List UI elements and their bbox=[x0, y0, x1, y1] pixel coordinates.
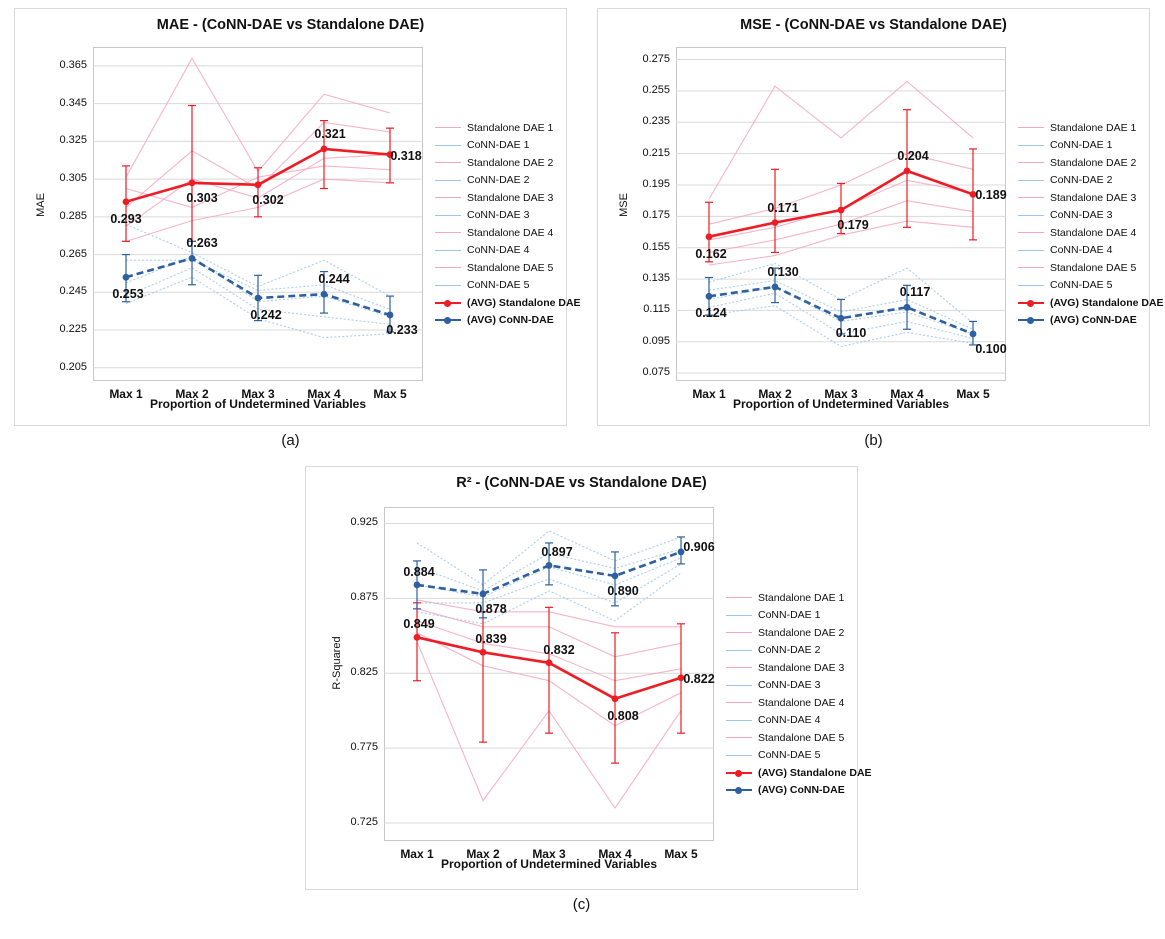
legend-swatch bbox=[435, 232, 461, 233]
y-tick-label: 0.095 bbox=[642, 334, 670, 347]
data-point-label: 0.884 bbox=[403, 564, 435, 579]
legend-swatch bbox=[435, 319, 461, 321]
legend-label: Standalone DAE 3 bbox=[467, 191, 554, 204]
legend-swatch bbox=[435, 162, 461, 163]
data-point-label: 0.906 bbox=[683, 539, 715, 554]
legend-item[interactable] bbox=[435, 242, 581, 260]
legend-item[interactable] bbox=[726, 589, 872, 607]
legend-label: (AVG) CoNN-DAE bbox=[467, 314, 554, 327]
data-point-label: 0.233 bbox=[386, 322, 418, 337]
data-point-label: 0.822 bbox=[683, 671, 715, 686]
legend-swatch bbox=[435, 285, 461, 286]
y-tick-label: 0.305 bbox=[59, 172, 87, 185]
panel-mse-title: MSE - (CoNN-DAE vs Standalone DAE) bbox=[740, 17, 1007, 33]
legend-swatch bbox=[435, 180, 461, 181]
y-tick-label: 0.245 bbox=[59, 285, 87, 298]
panel-r2-title: R² - (CoNN-DAE vs Standalone DAE) bbox=[456, 475, 707, 491]
data-point-label: 0.839 bbox=[475, 632, 507, 647]
x-tick-label: Max 2 bbox=[758, 387, 792, 401]
legend-label: Standalone DAE 5 bbox=[467, 261, 554, 274]
x-tick-label: Max 3 bbox=[824, 387, 858, 401]
legend-item[interactable] bbox=[435, 119, 581, 137]
legend-swatch bbox=[1018, 215, 1044, 216]
legend-item[interactable] bbox=[435, 277, 581, 295]
data-point-label: 0.171 bbox=[767, 200, 799, 215]
legend-swatch bbox=[1018, 197, 1044, 198]
data-point-label: 0.179 bbox=[837, 218, 869, 233]
legend-swatch bbox=[1018, 127, 1044, 128]
legend-swatch bbox=[1018, 162, 1044, 163]
data-point-label: 0.849 bbox=[403, 617, 435, 632]
data-point-label: 0.263 bbox=[186, 236, 218, 251]
legend-item[interactable] bbox=[726, 782, 872, 800]
legend-label: Standalone DAE 4 bbox=[1050, 226, 1137, 239]
y-tick-label: 0.345 bbox=[59, 96, 87, 109]
legend-swatch bbox=[726, 615, 752, 616]
caption-b: (b) bbox=[864, 432, 883, 449]
legend-swatch bbox=[435, 197, 461, 198]
data-point-label: 0.253 bbox=[112, 287, 144, 302]
legend-label: CoNN-DAE 1 bbox=[1050, 139, 1113, 152]
legend-swatch bbox=[726, 789, 752, 791]
legend-item[interactable] bbox=[1018, 154, 1164, 172]
legend-swatch bbox=[726, 667, 752, 668]
legend-item[interactable] bbox=[1018, 242, 1164, 260]
x-tick-label: Max 4 bbox=[307, 387, 341, 401]
legend-swatch bbox=[435, 215, 461, 216]
y-tick-label: 0.725 bbox=[350, 816, 378, 829]
panel-r2-legend bbox=[726, 589, 872, 799]
panel-mse-xlabel: Proportion of Undetermined Variables bbox=[732, 397, 950, 411]
legend-label: CoNN-DAE 2 bbox=[1050, 174, 1113, 187]
data-point-label: 0.832 bbox=[543, 642, 575, 657]
legend-label: (AVG) Standalone DAE bbox=[467, 296, 581, 309]
legend-label: CoNN-DAE 5 bbox=[467, 279, 530, 292]
legend-label: Standalone DAE 1 bbox=[467, 121, 554, 134]
legend-swatch bbox=[1018, 180, 1044, 181]
x-tick-label: Max 3 bbox=[241, 387, 275, 401]
legend-item[interactable] bbox=[435, 312, 581, 330]
data-point-label: 0.890 bbox=[607, 583, 639, 598]
legend-label: CoNN-DAE 2 bbox=[758, 644, 821, 657]
data-point-label: 0.878 bbox=[475, 601, 507, 616]
data-point-label: 0.124 bbox=[695, 306, 727, 321]
legend-swatch bbox=[726, 720, 752, 721]
y-tick-label: 0.265 bbox=[59, 247, 87, 260]
y-tick-label: 0.775 bbox=[350, 741, 378, 754]
legend-label: CoNN-DAE 3 bbox=[1050, 209, 1113, 222]
legend-item[interactable] bbox=[1018, 294, 1164, 312]
x-tick-label: Max 1 bbox=[109, 387, 143, 401]
y-tick-label: 0.115 bbox=[643, 303, 670, 316]
legend-item[interactable] bbox=[435, 172, 581, 190]
y-tick-label: 0.285 bbox=[59, 209, 87, 222]
legend-item[interactable] bbox=[726, 747, 872, 765]
data-point-label: 0.318 bbox=[390, 148, 422, 163]
legend-swatch bbox=[1018, 267, 1044, 268]
panel-mae bbox=[14, 8, 581, 426]
data-point-label: 0.110 bbox=[835, 326, 867, 341]
y-tick-label: 0.175 bbox=[642, 209, 670, 222]
legend-label: CoNN-DAE 5 bbox=[1050, 279, 1113, 292]
y-tick-label: 0.365 bbox=[59, 58, 87, 71]
legend-item[interactable] bbox=[726, 764, 872, 782]
legend-label: Standalone DAE 5 bbox=[1050, 261, 1137, 274]
x-tick-label: Max 4 bbox=[890, 387, 924, 401]
x-tick-label: Max 1 bbox=[692, 387, 726, 401]
legend-item[interactable] bbox=[435, 224, 581, 242]
legend-label: (AVG) CoNN-DAE bbox=[758, 784, 845, 797]
y-tick-label: 0.825 bbox=[350, 666, 378, 679]
legend-swatch bbox=[1018, 302, 1044, 304]
legend-item[interactable] bbox=[1018, 137, 1164, 155]
legend-item[interactable] bbox=[1018, 207, 1164, 225]
y-tick-label: 0.235 bbox=[642, 115, 670, 128]
data-point-label: 0.242 bbox=[250, 307, 282, 322]
legend-swatch bbox=[726, 650, 752, 651]
legend-item[interactable] bbox=[1018, 172, 1164, 190]
legend-label: CoNN-DAE 4 bbox=[1050, 244, 1113, 257]
legend-item[interactable] bbox=[726, 642, 872, 660]
data-point-label: 0.100 bbox=[975, 341, 1007, 356]
x-tick-label: Max 1 bbox=[400, 847, 434, 861]
legend-item[interactable] bbox=[435, 294, 581, 312]
panel-mse-ylabel: MSE bbox=[618, 193, 630, 217]
y-tick-label: 0.255 bbox=[642, 83, 670, 96]
panel-r2-ylabel: R-Squared bbox=[331, 636, 343, 690]
data-point-label: 0.302 bbox=[252, 192, 284, 207]
legend-swatch bbox=[435, 302, 461, 304]
x-tick-label: Max 4 bbox=[598, 847, 632, 861]
data-point-label: 0.808 bbox=[607, 708, 639, 723]
caption-c: (c) bbox=[572, 896, 591, 913]
legend-item[interactable] bbox=[726, 607, 872, 625]
legend-label: CoNN-DAE 3 bbox=[467, 209, 530, 222]
data-point-label: 0.244 bbox=[318, 272, 350, 287]
legend-swatch bbox=[726, 772, 752, 774]
legend-label: Standalone DAE 5 bbox=[758, 731, 845, 744]
legend-label: Standalone DAE 3 bbox=[758, 661, 845, 674]
data-point-label: 0.303 bbox=[186, 190, 218, 205]
x-tick-label: Max 3 bbox=[532, 847, 566, 861]
legend-item[interactable] bbox=[726, 712, 872, 730]
legend-item[interactable] bbox=[1018, 277, 1164, 295]
legend-label: Standalone DAE 2 bbox=[758, 626, 845, 639]
legend-label: CoNN-DAE 4 bbox=[758, 714, 821, 727]
legend-item[interactable] bbox=[726, 729, 872, 747]
legend-swatch bbox=[726, 597, 752, 598]
y-tick-label: 0.925 bbox=[350, 516, 378, 529]
legend-label: CoNN-DAE 5 bbox=[758, 749, 821, 762]
legend-swatch bbox=[726, 755, 752, 756]
data-point-label: 0.162 bbox=[695, 246, 727, 261]
legend-item[interactable] bbox=[1018, 119, 1164, 137]
legend-swatch bbox=[1018, 250, 1044, 251]
legend-item[interactable] bbox=[435, 207, 581, 225]
panel-mae-ylabel: MAE bbox=[35, 193, 47, 217]
legend-item[interactable] bbox=[726, 659, 872, 677]
legend-swatch bbox=[726, 685, 752, 686]
legend-item[interactable] bbox=[435, 189, 581, 207]
legend-swatch bbox=[1018, 145, 1044, 146]
y-tick-label: 0.325 bbox=[59, 134, 87, 147]
data-point-label: 0.204 bbox=[897, 148, 929, 163]
panel-mse bbox=[597, 8, 1164, 426]
legend-item[interactable] bbox=[726, 694, 872, 712]
legend-label: CoNN-DAE 2 bbox=[467, 174, 530, 187]
y-tick-label: 0.275 bbox=[642, 52, 670, 65]
panel-mae-title: MAE - (CoNN-DAE vs Standalone DAE) bbox=[156, 17, 425, 33]
panel-mae-legend bbox=[435, 119, 581, 329]
data-point-label: 0.130 bbox=[767, 264, 799, 279]
legend-swatch bbox=[1018, 319, 1044, 321]
y-tick-label: 0.225 bbox=[59, 323, 87, 336]
legend-swatch bbox=[726, 737, 752, 738]
panel-r2-xlabel: Proportion of Undetermined Variables bbox=[440, 857, 658, 871]
legend-item[interactable] bbox=[435, 154, 581, 172]
legend-label: Standalone DAE 2 bbox=[1050, 156, 1137, 169]
legend-label: Standalone DAE 1 bbox=[1050, 121, 1137, 134]
legend-label: (AVG) Standalone DAE bbox=[758, 766, 872, 779]
legend-item[interactable] bbox=[1018, 312, 1164, 330]
legend-label: Standalone DAE 4 bbox=[467, 226, 554, 239]
x-tick-label: Max 5 bbox=[956, 387, 990, 401]
x-tick-label: Max 2 bbox=[175, 387, 209, 401]
legend-swatch bbox=[1018, 285, 1044, 286]
y-tick-label: 0.205 bbox=[59, 360, 87, 373]
legend-item[interactable] bbox=[1018, 189, 1164, 207]
legend-item[interactable] bbox=[435, 259, 581, 277]
x-tick-label: Max 2 bbox=[466, 847, 500, 861]
x-tick-label: Max 5 bbox=[373, 387, 407, 401]
y-tick-label: 0.135 bbox=[642, 272, 670, 285]
legend-label: CoNN-DAE 3 bbox=[758, 679, 821, 692]
legend-label: (AVG) CoNN-DAE bbox=[1050, 314, 1137, 327]
data-point-label: 0.189 bbox=[975, 188, 1007, 203]
legend-swatch bbox=[435, 267, 461, 268]
x-tick-label: Max 5 bbox=[664, 847, 698, 861]
legend-item[interactable] bbox=[1018, 259, 1164, 277]
legend-swatch bbox=[435, 250, 461, 251]
data-point-label: 0.117 bbox=[899, 285, 931, 300]
y-tick-label: 0.075 bbox=[642, 366, 670, 379]
legend-label: Standalone DAE 1 bbox=[758, 591, 845, 604]
legend-label: Standalone DAE 2 bbox=[467, 156, 554, 169]
legend-label: CoNN-DAE 1 bbox=[467, 139, 530, 152]
caption-a: (a) bbox=[281, 432, 300, 449]
legend-item[interactable] bbox=[726, 677, 872, 695]
legend-label: Standalone DAE 3 bbox=[1050, 191, 1137, 204]
legend-label: CoNN-DAE 4 bbox=[467, 244, 530, 257]
y-tick-label: 0.195 bbox=[642, 177, 670, 190]
data-point-label: 0.321 bbox=[314, 126, 346, 141]
panel-mse-legend bbox=[1018, 119, 1164, 329]
legend-label: CoNN-DAE 1 bbox=[758, 609, 821, 622]
y-tick-label: 0.875 bbox=[350, 591, 378, 604]
data-point-label: 0.293 bbox=[110, 211, 142, 226]
legend-label: Standalone DAE 4 bbox=[758, 696, 845, 709]
data-point-label: 0.897 bbox=[541, 545, 573, 560]
legend-swatch bbox=[1018, 232, 1044, 233]
y-tick-label: 0.215 bbox=[642, 146, 670, 159]
legend-swatch bbox=[726, 702, 752, 703]
panel-mae-xlabel: Proportion of Undetermined Variables bbox=[149, 397, 367, 411]
legend-swatch bbox=[435, 145, 461, 146]
y-tick-label: 0.155 bbox=[642, 240, 670, 253]
legend-label: (AVG) Standalone DAE bbox=[1050, 296, 1164, 309]
legend-swatch bbox=[726, 632, 752, 633]
legend-item[interactable] bbox=[435, 137, 581, 155]
legend-item[interactable] bbox=[726, 624, 872, 642]
legend-swatch bbox=[435, 127, 461, 128]
panel-r2 bbox=[305, 466, 872, 890]
legend-item[interactable] bbox=[1018, 224, 1164, 242]
